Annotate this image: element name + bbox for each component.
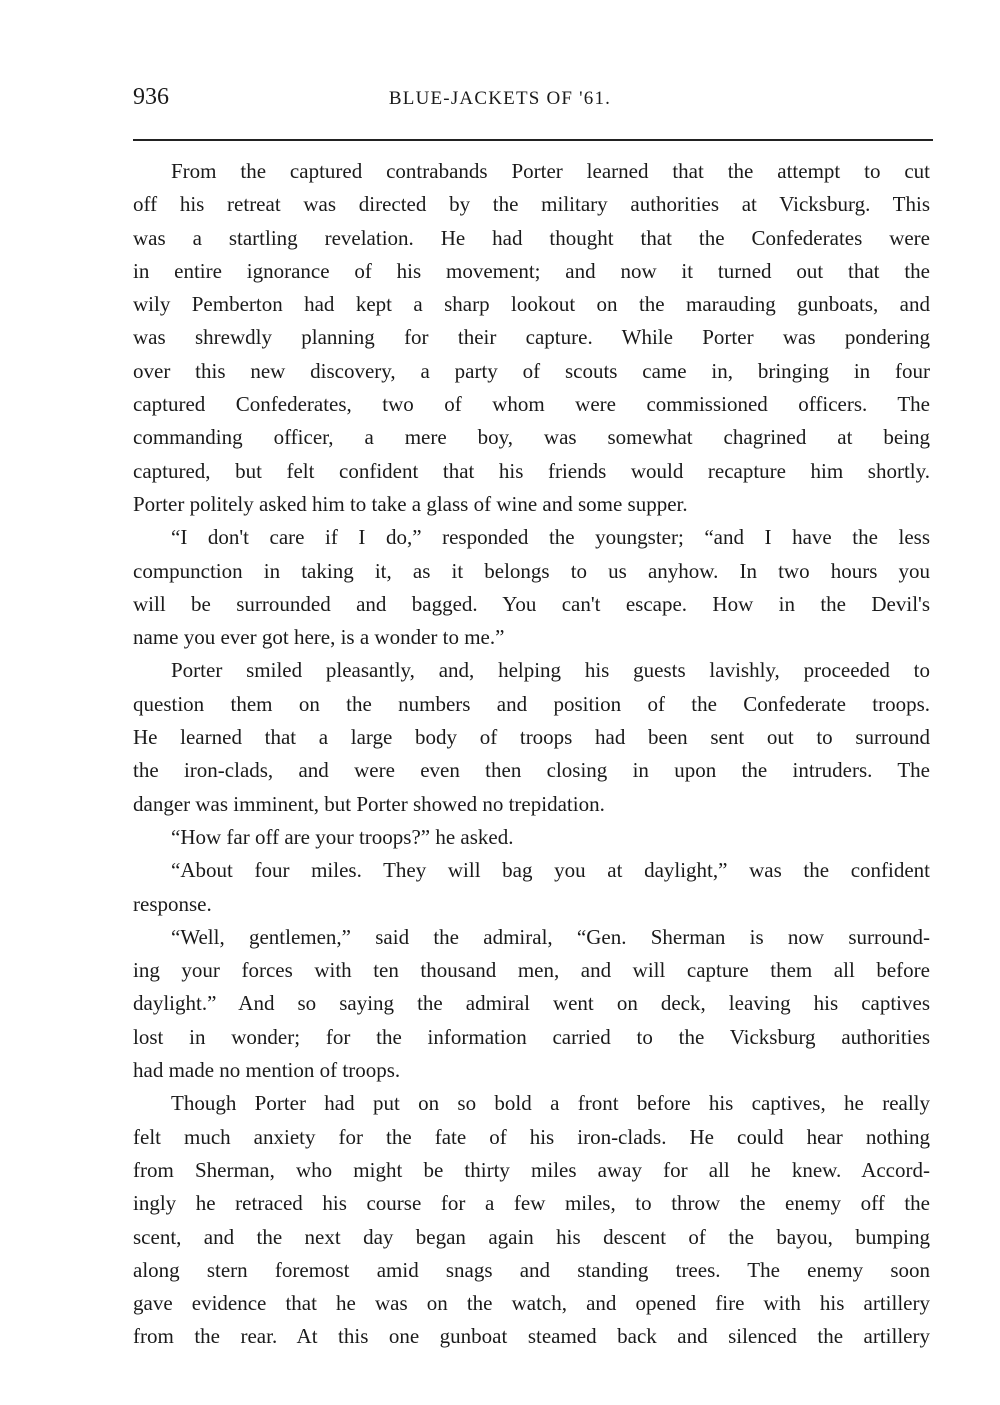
page-number: 936 [133, 84, 169, 110]
paragraph [133, 155, 930, 521]
paragraph [133, 921, 930, 1087]
running-title: BLUE-JACKETS OF '61. [388, 88, 612, 109]
text-line: He learned that a large body of troops had been sent out to surround [133, 725, 930, 750]
text-line: From the captured contrabands Porter learned that the attempt to cut [171, 159, 930, 183]
text-line: Though Porter had put on so bold a front before his captives, he really [171, 1091, 930, 1116]
text-line: had made no mention of troops. [133, 1058, 401, 1083]
paragraph [133, 521, 930, 654]
text-line: “How far off are your troops?” he asked. [171, 824, 514, 849]
paragraph [133, 821, 930, 854]
text-line: gave evidence that he was on the watch, and opened fire with his artillery [133, 1291, 930, 1316]
text-line: was a startling revelation. He had thought that the Confederates were [133, 225, 930, 250]
text-line: “I don't care if I do,” responded the youngster; “and I have the less [171, 525, 930, 550]
text-line: from the rear. At this one gunboat steamed back and silenced the artillery [133, 1324, 930, 1349]
paragraph [133, 1087, 930, 1353]
text-line: captured, but felt confident that his friends would recapture him shortly. [133, 458, 930, 483]
text-line: ing your forces with ten thousand men, and will capture them all before [133, 958, 930, 983]
text-line: “About four miles. They will bag you at daylight,” was the confident [171, 858, 930, 883]
text-line: compunction in taking it, as it belongs to us anyhow. In two hours you [133, 558, 930, 583]
text-line: felt much anxiety for the fate of his iron-clads. He could hear nothing [133, 1124, 930, 1149]
text-line: Porter smiled pleasantly, and, helping his guests lavishly, proceeded to [171, 658, 930, 683]
text-line: was shrewdly planning for their capture. While Porter was pondering [133, 325, 930, 350]
text-line: off his retreat was directed by the military authorities at Vicksburg. This [133, 192, 930, 217]
text-line: “Well, gentlemen,” said the admiral, “Gen. Sherman is now surround- [171, 924, 930, 949]
text-line: name you ever got here, is a wonder to me.” [133, 625, 505, 650]
text-line: from Sherman, who might be thirty miles away for all he knew. Accord- [133, 1157, 930, 1182]
text-line: captured Confederates, two of whom were commissioned officers. The [133, 392, 930, 417]
paragraph [133, 854, 930, 921]
text-line: over this new discovery, a party of scouts came in, bringing in four [133, 358, 930, 383]
text-line: the iron-clads, and were even then closing in upon the intruders. The [133, 758, 930, 783]
body-text [133, 155, 930, 1354]
text-line: response. [133, 891, 212, 916]
text-line: wily Pemberton had kept a sharp lookout on the marauding gunboats, and [133, 292, 930, 317]
text-line: will be surrounded and bagged. You can't escape. How in the Devil's [133, 591, 930, 616]
header-rule [133, 139, 933, 141]
text-line: danger was imminent, but Porter showed no trepidation. [133, 791, 605, 816]
paragraph [133, 654, 930, 820]
text-line: along stern foremost amid snags and standing trees. The enemy soon [133, 1257, 930, 1282]
text-line: daylight.” And so saying the admiral went on deck, leaving his captives [133, 991, 930, 1016]
text-line: scent, and the next day began again his descent of the bayou, bumping [133, 1224, 930, 1249]
text-line: Porter politely asked him to take a glass of wine and some supper. [133, 491, 688, 516]
text-line: lost in wonder; for the information carried to the Vicksburg authorities [133, 1024, 930, 1049]
text-line: commanding officer, a mere boy, was somewhat chagrined at being [133, 425, 930, 450]
text-line: question them on the numbers and position of the Confederate troops. [133, 691, 930, 716]
text-line: ingly he retraced his course for a few miles, to throw the enemy off the [133, 1191, 930, 1216]
text-line: in entire ignorance of his movement; and now it turned out that the [133, 258, 930, 283]
